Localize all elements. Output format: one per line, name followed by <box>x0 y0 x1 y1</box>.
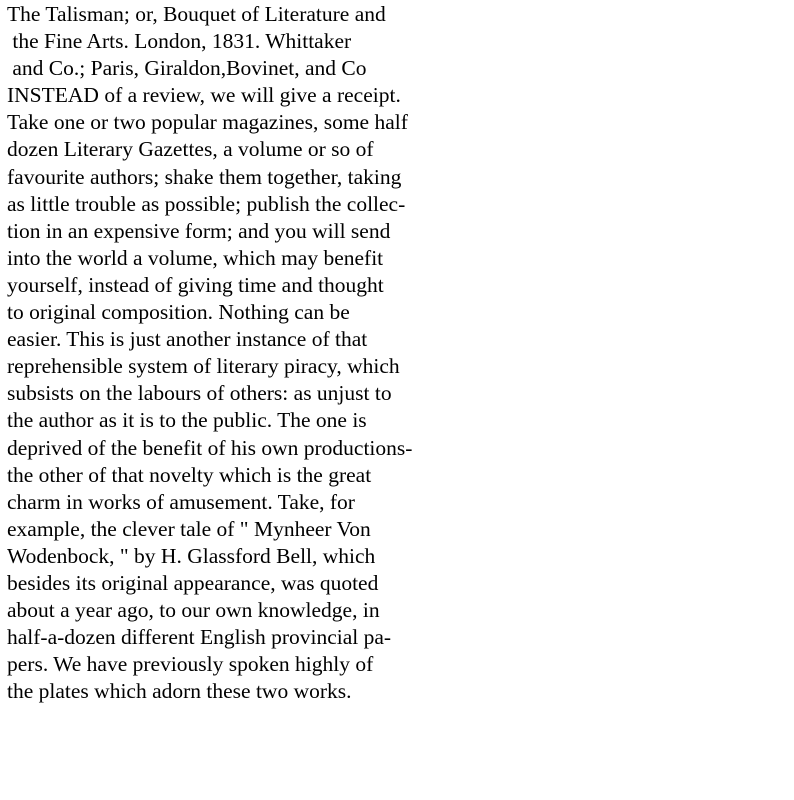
body-line: about a year ago, to our own knowledge, in <box>7 598 380 623</box>
body-line: half-a-dozen different English provincial pa- <box>7 625 392 650</box>
document-text <box>7 1 787 705</box>
body-line: as little trouble as possible; publish the collec- <box>7 191 406 216</box>
body-line: charm in works of amusement. Take, for <box>7 489 355 514</box>
body-line: easier. This is just another instance of that <box>7 327 368 352</box>
body-line: into the world a volume, which may benefit <box>7 245 384 270</box>
body-line: the author as it is to the public. The one is <box>7 408 367 433</box>
body-line: pers. We have previously spoken highly of <box>7 652 374 677</box>
title-line-3: and Co.; Paris, Giraldon,Bovinet, and Co <box>7 56 367 81</box>
body-line: besides its original appearance, was quoted <box>7 570 379 595</box>
body-line: yourself, instead of giving time and thought <box>7 272 384 297</box>
body-line: INSTEAD of a review, we will give a receipt. <box>7 83 401 108</box>
body-line: example, the clever tale of " Mynheer Von <box>7 516 371 541</box>
body-line: Take one or two popular magazines, some half <box>7 110 408 135</box>
body-line: dozen Literary Gazettes, a volume or so of <box>7 137 374 162</box>
body-line: deprived of the benefit of his own productions- <box>7 435 413 460</box>
body-line: tion in an expensive form; and you will send <box>7 218 391 243</box>
body-line: reprehensible system of literary piracy, which <box>7 354 400 379</box>
body-line: the other of that novelty which is the great <box>7 462 372 487</box>
title-line-2: the Fine Arts. London, 1831. Whittaker <box>7 29 352 54</box>
body-line: to original composition. Nothing can be <box>7 300 350 325</box>
title-line-1: The Talisman; or, Bouquet of Literature and <box>7 2 386 26</box>
body-line: subsists on the labours of others: as unjust to <box>7 381 392 406</box>
body-line: Wodenbock, " by H. Glassford Bell, which <box>7 543 376 568</box>
body-line: the plates which adorn these two works. <box>7 679 352 704</box>
body-line: favourite authors; shake them together, taking <box>7 164 402 189</box>
